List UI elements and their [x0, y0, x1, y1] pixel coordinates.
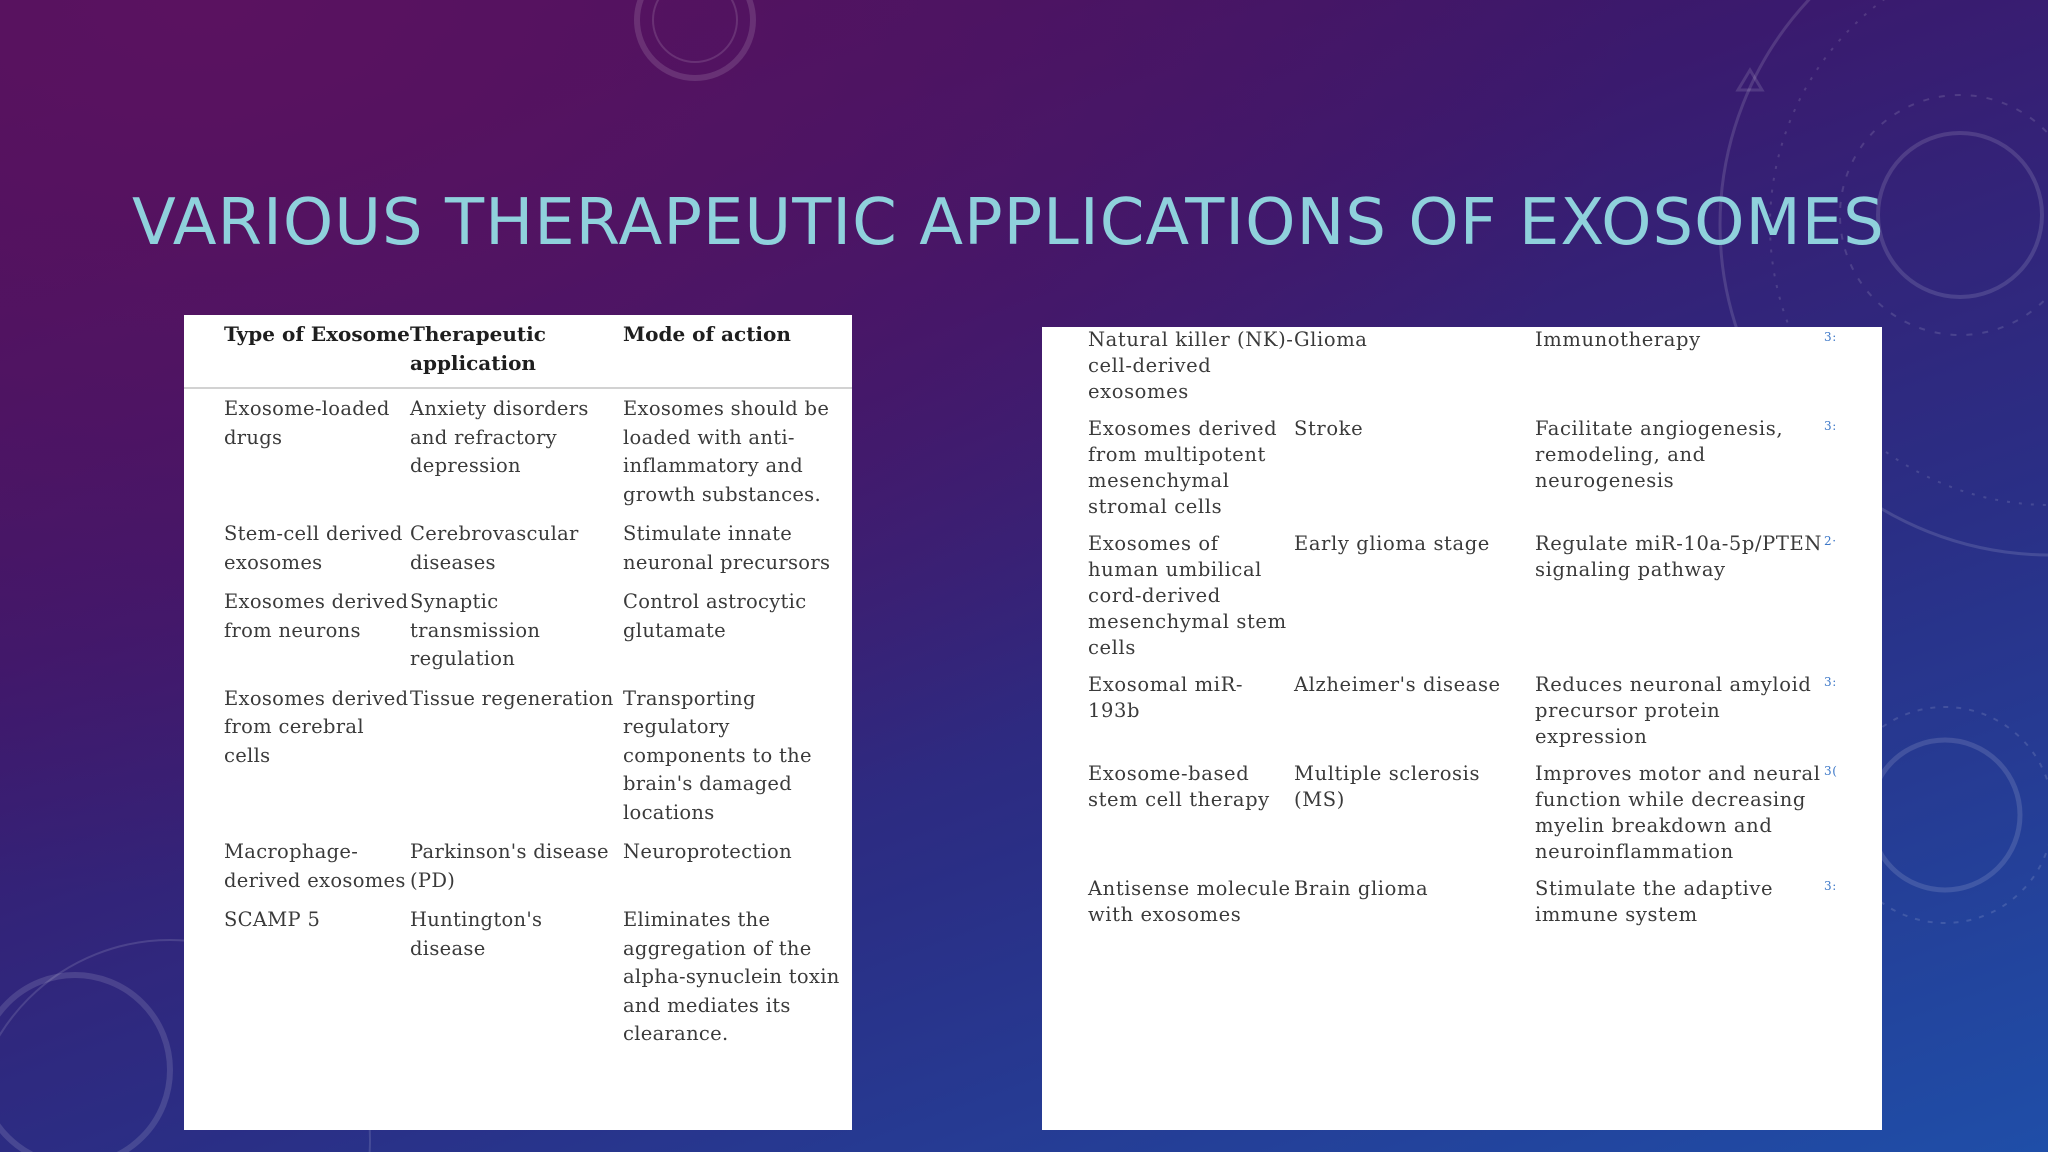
table-row — [184, 588, 852, 685]
table-row — [1042, 876, 1882, 939]
reference-link[interactable]: 3: — [1824, 419, 1837, 433]
table-row — [184, 520, 852, 588]
cell-exosome-type: Exosomes derived from multipotent mesenchymal stromal cells — [1088, 417, 1278, 518]
cell-application: Huntington's disease — [410, 908, 543, 960]
cell-exosome-type: Exosome-based stem cell therapy — [1088, 762, 1270, 811]
cell-application: Stroke — [1294, 417, 1364, 440]
cell-application: Parkinson's disease (PD) — [410, 840, 609, 892]
cell-mode-of-action: Regulate miR-10a-5p/PTEN signaling pathway — [1535, 532, 1823, 581]
table-row — [1042, 416, 1882, 531]
cell-application: Glioma — [1294, 328, 1368, 351]
cell-exosome-type: SCAMP 5 — [224, 908, 321, 931]
cell-exosome-type: Exosome-loaded drugs — [224, 397, 390, 449]
cell-mode-of-action: Eliminates the aggregation of the alpha-synuclein toxin and mediates its clearance. — [623, 908, 840, 1045]
header-type-of-exosome: Type of Exosome — [184, 315, 410, 388]
cell-application: Alzheimer's disease — [1294, 673, 1501, 696]
cell-application: Synaptic transmission regulation — [410, 590, 541, 670]
therapeutic-applications-table-1 — [184, 315, 852, 1060]
table-row — [184, 685, 852, 839]
cell-application: Tissue regeneration — [410, 686, 614, 710]
cell-exosome-type: Exosomes of human umbilical cord-derived mesenchymal stem cells — [1088, 532, 1287, 659]
cell-exosome-type: Natural killer (NK)-cell-derived exosomes — [1088, 328, 1294, 403]
header-therapeutic-application: Therapeutic application — [410, 315, 623, 388]
cell-mode-of-action: Improves motor and neural function while decreasing myelin breakdown and neuroinflammation — [1535, 762, 1821, 863]
cell-exosome-type: Macrophage-derived exosomes — [224, 840, 406, 892]
reference-link[interactable]: 2· — [1824, 534, 1837, 548]
cell-application: Early glioma stage — [1294, 532, 1490, 555]
exosome-table-right — [1042, 327, 1882, 1130]
reference-link[interactable]: 3( — [1824, 764, 1838, 778]
cell-mode-of-action: Reduces neuronal amyloid precursor protein expression — [1535, 673, 1812, 748]
cell-exosome-type: Stem-cell derived exosomes — [224, 522, 403, 574]
cell-application: Cerebrovascular diseases — [410, 522, 579, 574]
reference-link[interactable]: 3: — [1824, 330, 1837, 344]
cell-exosome-type: Exosomal miR-193b — [1088, 673, 1244, 722]
slide-title: VARIOUS THERAPEUTIC APPLICATIONS OF EXOSOMES — [132, 186, 1885, 260]
table-row — [1042, 531, 1882, 672]
table-row — [1042, 327, 1882, 416]
cell-mode-of-action: Exosomes should be loaded with anti-inflammatory and growth substances. — [623, 397, 830, 506]
cell-mode-of-action: Facilitate angiogenesis, remodeling, and neurogenesis — [1535, 417, 1784, 492]
exosome-table-left — [184, 315, 852, 1130]
cell-mode-of-action: Stimulate the adaptive immune system — [1535, 877, 1774, 926]
cell-exosome-type: Exosomes derived from cerebral cells — [224, 686, 409, 767]
table-row — [1042, 672, 1882, 761]
header-mode-of-action: Mode of action — [623, 315, 852, 388]
cell-application: Multiple sclerosis (MS) — [1294, 762, 1481, 811]
cell-mode-of-action: Control astrocytic glutamate — [623, 590, 807, 642]
table-row — [1042, 761, 1882, 876]
cell-mode-of-action: Transporting regulatory components to the brain's damaged locations — [623, 686, 812, 824]
table-row — [184, 906, 852, 1060]
cell-mode-of-action: Neuroprotection — [623, 840, 792, 863]
reference-link[interactable]: 3: — [1824, 675, 1837, 689]
cell-application: Anxiety disorders and refractory depression — [410, 397, 589, 477]
cell-exosome-type: Exosomes derived from neurons — [224, 590, 409, 642]
table-header-row — [184, 315, 852, 388]
cell-mode-of-action: Stimulate innate neuronal precursors — [623, 522, 831, 574]
table-row — [184, 838, 852, 906]
reference-link[interactable]: 3: — [1824, 879, 1837, 893]
table-row — [184, 388, 852, 520]
cell-exosome-type: Antisense molecule with exosomes — [1088, 877, 1291, 926]
cell-mode-of-action: Immunotherapy — [1535, 328, 1701, 351]
therapeutic-applications-table-2 — [1042, 327, 1882, 939]
cell-application: Brain glioma — [1294, 877, 1429, 900]
